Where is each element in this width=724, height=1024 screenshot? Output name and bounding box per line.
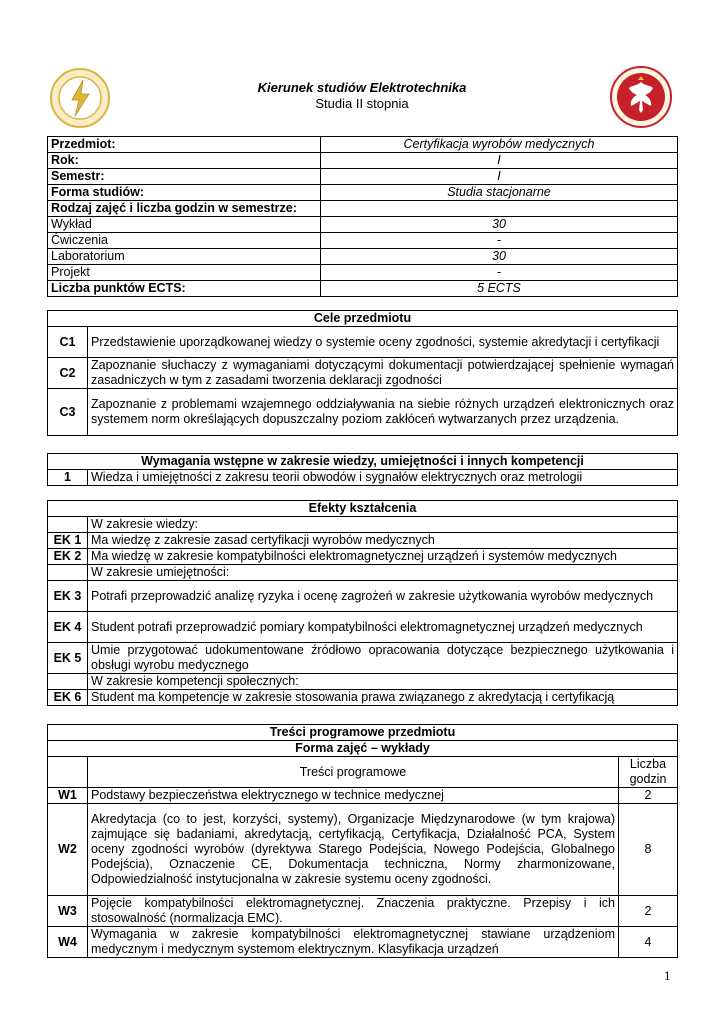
content-text: Akredytacja (co to jest, korzyści, systemy), Organizacje Międzynarodowe (w tym krajowa) zajmujące się badaniami, akredytacją, certyfikacją, Certyfikacja, Działalność PCA, System oceny zgodności wyrobów (dyrektywa Starego Podejścia, Nowego Podejścia, Globalnego Podejścia), Oznaczenie CE, Dokumentacja techniczna, Normy zharmonizowane, Odpowiedzialność instytucjonalna w zakresie systemu oceny zgodności.: [88, 804, 619, 896]
outcome-text: W zakresie kompetencji społecznych:: [88, 674, 678, 690]
course-info-value: 30: [321, 217, 678, 233]
goal-row: [48, 389, 678, 436]
outcome-row: [48, 612, 678, 643]
content-header-row: [48, 757, 678, 788]
course-info-row: [48, 153, 678, 169]
course-info-value: -: [321, 233, 678, 249]
content-code-header: [48, 757, 88, 788]
content-hours: 4: [619, 927, 678, 958]
program-title: Kierunek studiów Elektrotechnika: [257, 80, 467, 95]
content-text: Wymagania w zakresie kompatybilności elektromagnetycznej stawiane urządzeniom medycznym i medycznym systemom elektrycznym. Klasyfikacja urządzeń: [88, 927, 619, 958]
outcome-text: Student potrafi przeprowadzić pomiary kompatybilności elektromagnetycznej urządzeń medycznych: [88, 612, 678, 643]
page-number: 1: [664, 968, 671, 983]
course-info-label: Przedmiot:: [48, 137, 321, 153]
course-info-row: [48, 169, 678, 185]
goal-text: Zapoznanie słuchaczy z wymaganiami dotyczącymi dokumentacji potwierdzającej spełnienie wymagań zasadniczych w tym z zasadami tworzenia deklaracji zgodności: [88, 358, 678, 389]
course-info-row: [48, 217, 678, 233]
course-info-value: 5 ECTS: [321, 281, 678, 297]
course-info-label: Ćwiczenia: [48, 233, 321, 249]
goal-code: C3: [48, 389, 88, 436]
course-info-value: 30: [321, 249, 678, 265]
course-info-row: [48, 201, 678, 217]
outcome-text: W zakresie wiedzy:: [88, 517, 678, 533]
content-row: [48, 896, 678, 927]
content-code: W1: [48, 788, 88, 804]
outcome-row: [48, 533, 678, 549]
content-code: W4: [48, 927, 88, 958]
outcome-code: EK 1: [48, 533, 88, 549]
prereq-code: 1: [48, 470, 88, 486]
course-info-label: Wykład: [48, 217, 321, 233]
course-info-row: [48, 137, 678, 153]
goal-row: [48, 327, 678, 358]
outcome-text: W zakresie umiejętności:: [88, 565, 678, 581]
course-info-value: I: [321, 169, 678, 185]
outcomes-table: [47, 500, 678, 706]
content-text: Podstawy bezpieczeństwa elektrycznego w technice medycznej: [88, 788, 619, 804]
course-info-row: [48, 265, 678, 281]
outcome-code: EK 6: [48, 690, 88, 706]
outcome-code: EK 2: [48, 549, 88, 565]
goal-code: C2: [48, 358, 88, 389]
content-column-header: Treści programowe: [88, 757, 619, 788]
course-info-row: [48, 249, 678, 265]
outcome-code: [48, 565, 88, 581]
outcome-text: Potrafi przeprowadzić analizę ryzyka i ocenę zagrożeń w zakresie użytkowania wyrobów medycznych: [88, 581, 678, 612]
goal-text: Zapoznanie z problemami wzajemnego oddziaływania na siebie różnych urządzeń elektronicznych oraz systemem norm określających dopuszczalny poziom zakłóceń wytwarzanych przez urządzenia.: [88, 389, 678, 436]
content-title: Treści programowe przedmiotu: [48, 725, 678, 741]
outcome-code: EK 5: [48, 643, 88, 674]
outcome-row: [48, 690, 678, 706]
outcome-code: [48, 517, 88, 533]
outcome-code: [48, 674, 88, 690]
outcome-row: [48, 674, 678, 690]
outcome-text: Ma wiedzę w zakresie kompatybilności elektromagnetycznej urządzeń i systemów medycznych: [88, 549, 678, 565]
outcome-row: [48, 643, 678, 674]
course-info-value: Studia stacjonarne: [321, 185, 678, 201]
course-info-label: Forma studiów:: [48, 185, 321, 201]
content-form: Forma zajęć – wykłady: [48, 741, 678, 757]
goals-title: Cele przedmiotu: [48, 311, 678, 327]
course-info-value: [321, 201, 678, 217]
course-info-label: Rodzaj zajęć i liczba godzin w semestrze:: [48, 201, 321, 217]
content-hours: 2: [619, 788, 678, 804]
content-code: W2: [48, 804, 88, 896]
outcome-row: [48, 517, 678, 533]
course-info-value: -: [321, 265, 678, 281]
content-row: [48, 788, 678, 804]
course-info-label: Liczba punktów ECTS:: [48, 281, 321, 297]
prereq-table: [47, 453, 678, 486]
content-table: [47, 724, 678, 958]
outcomes-title: Efekty kształcenia: [48, 501, 678, 517]
outcome-text: Ma wiedzę z zakresie zasad certyfikacji wyrobów medycznych: [88, 533, 678, 549]
outcome-code: EK 4: [48, 612, 88, 643]
goals-table: [47, 310, 678, 436]
course-info-row: [48, 233, 678, 249]
course-info-label: Rok:: [48, 153, 321, 169]
course-info-label: Laboratorium: [48, 249, 321, 265]
outcome-text: Student ma kompetencje w zakresie stosowania prawa związanego z akredytacją i certyfikacją: [88, 690, 678, 706]
goal-code: C1: [48, 327, 88, 358]
content-hours: 8: [619, 804, 678, 896]
course-info-table: [47, 136, 678, 297]
course-info-label: Projekt: [48, 265, 321, 281]
course-info-value: I: [321, 153, 678, 169]
prereq-text: Wiedza i umiejętności z zakresu teorii obwodów i sygnałów elektrycznych oraz metrologii: [88, 470, 678, 486]
content-hours: 2: [619, 896, 678, 927]
outcome-row: [48, 581, 678, 612]
outcome-code: EK 3: [48, 581, 88, 612]
prereq-title: Wymagania wstępne w zakresie wiedzy, umiejętności i innych kompetencji: [48, 454, 678, 470]
content-code: W3: [48, 896, 88, 927]
content-text: Pojęcie kompatybilności elektromagnetycznej. Znaczenia praktyczne. Przepisy i ich stosowalność (normalizacja EMC).: [88, 896, 619, 927]
content-row: [48, 804, 678, 896]
content-row: [48, 927, 678, 958]
outcome-text: Umie przygotować udokumentowane źródłowo opracowania dotyczące bezpiecznego użytkowania i obsługi wyrobu medycznego: [88, 643, 678, 674]
outcome-row: [48, 565, 678, 581]
outcome-row: [48, 549, 678, 565]
course-info-label: Semestr:: [48, 169, 321, 185]
prereq-row: [48, 470, 678, 486]
course-info-row: [48, 281, 678, 297]
hours-column-header: Liczba godzin: [619, 757, 678, 788]
goal-text: Przedstawienie uporządkowanej wiedzy o systemie oceny zgodności, systemie akredytacji i certyfikacji: [88, 327, 678, 358]
goal-row: [48, 358, 678, 389]
course-info-row: [48, 185, 678, 201]
course-info-value: Certyfikacja wyrobów medycznych: [321, 137, 678, 153]
program-level: Studia II stopnia: [315, 96, 409, 111]
